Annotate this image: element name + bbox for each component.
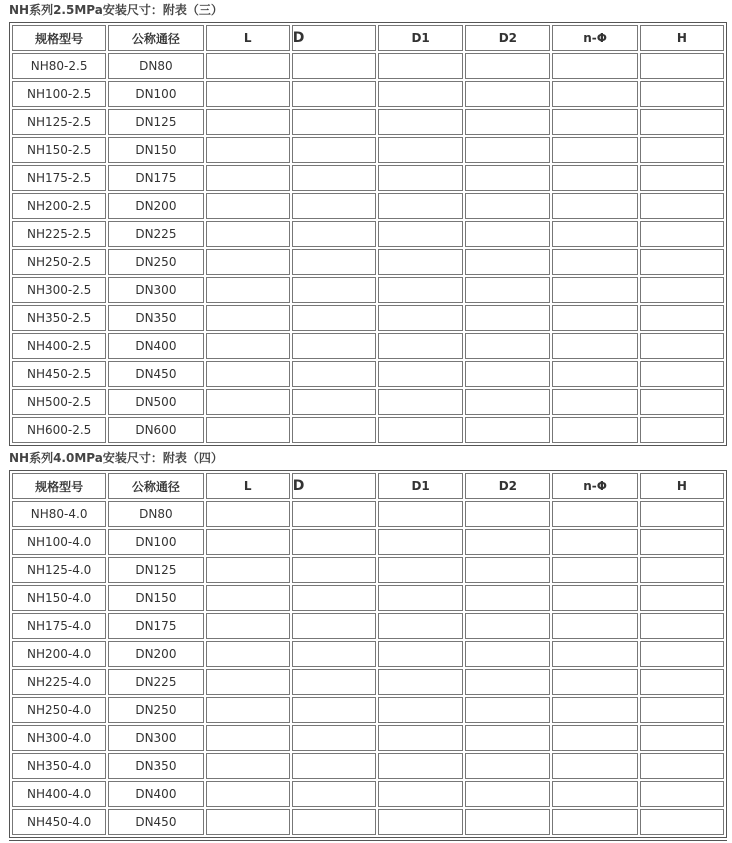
- cell-h: [640, 809, 724, 835]
- header-nominal-diameter: 公称通径: [108, 473, 203, 499]
- cell-n-phi: [552, 109, 637, 135]
- cell-d: [292, 389, 376, 415]
- cell-d2: [465, 669, 550, 695]
- cell-model: NH150-2.5: [12, 137, 106, 163]
- cell-d2: [465, 277, 550, 303]
- cell-d: [292, 417, 376, 443]
- cell-d1: [378, 193, 463, 219]
- table-row: [12, 193, 724, 219]
- cell-model: NH100-4.0: [12, 529, 106, 555]
- cell-d2: [465, 753, 550, 779]
- table-row: [12, 501, 724, 527]
- cell-model: NH225-4.0: [12, 669, 106, 695]
- cell-d1: [378, 53, 463, 79]
- cell-n-phi: [552, 781, 637, 807]
- cell-nominal-diameter: DN80: [108, 53, 203, 79]
- cell-d: [292, 109, 376, 135]
- cell-d1: [378, 277, 463, 303]
- cell-d2: [465, 333, 550, 359]
- cell-d: [292, 165, 376, 191]
- cell-l: [206, 417, 290, 443]
- header-nominal-diameter: 公称通径: [108, 25, 203, 51]
- cell-d2: [465, 501, 550, 527]
- table-row: [12, 137, 724, 163]
- cell-nominal-diameter: DN600: [108, 417, 203, 443]
- cell-h: [640, 557, 724, 583]
- cell-d2: [465, 725, 550, 751]
- cell-d2: [465, 137, 550, 163]
- cell-n-phi: [552, 221, 637, 247]
- cell-l: [206, 501, 290, 527]
- cell-d: [292, 305, 376, 331]
- header-n-phi: n-Φ: [552, 25, 637, 51]
- cell-nominal-diameter: DN175: [108, 613, 203, 639]
- cell-d1: [378, 641, 463, 667]
- cell-n-phi: [552, 529, 637, 555]
- cell-d1: [378, 753, 463, 779]
- cell-l: [206, 361, 290, 387]
- cell-nominal-diameter: DN350: [108, 753, 203, 779]
- cell-h: [640, 613, 724, 639]
- cell-nominal-diameter: DN250: [108, 697, 203, 723]
- cell-n-phi: [552, 753, 637, 779]
- cell-d2: [465, 585, 550, 611]
- cell-l: [206, 753, 290, 779]
- table-row: [12, 697, 724, 723]
- cell-l: [206, 725, 290, 751]
- cell-l: [206, 585, 290, 611]
- cell-d2: [465, 81, 550, 107]
- cell-n-phi: [552, 417, 637, 443]
- cell-d1: [378, 529, 463, 555]
- cell-model: NH80-2.5: [12, 53, 106, 79]
- cell-h: [640, 137, 724, 163]
- cell-n-phi: [552, 277, 637, 303]
- cell-l: [206, 669, 290, 695]
- cell-d2: [465, 529, 550, 555]
- cell-l: [206, 81, 290, 107]
- cell-d: [292, 781, 376, 807]
- cell-h: [640, 81, 724, 107]
- header-d1: D1: [378, 25, 463, 51]
- table-row: [12, 81, 724, 107]
- cell-d: [292, 529, 376, 555]
- cell-model: NH400-4.0: [12, 781, 106, 807]
- cell-d: [292, 361, 376, 387]
- cell-d1: [378, 809, 463, 835]
- cell-nominal-diameter: DN225: [108, 669, 203, 695]
- cell-model: NH450-2.5: [12, 361, 106, 387]
- cell-nominal-diameter: DN150: [108, 585, 203, 611]
- cell-model: NH600-2.5: [12, 417, 106, 443]
- table-row: [12, 109, 724, 135]
- cell-n-phi: [552, 697, 637, 723]
- cell-h: [640, 305, 724, 331]
- header-l: L: [206, 473, 290, 499]
- cell-d: [292, 753, 376, 779]
- table-row: [12, 277, 724, 303]
- cell-nominal-diameter: DN300: [108, 277, 203, 303]
- cell-d1: [378, 333, 463, 359]
- cell-model: NH500-2.5: [12, 389, 106, 415]
- cell-h: [640, 249, 724, 275]
- cell-d1: [378, 165, 463, 191]
- cell-n-phi: [552, 809, 637, 835]
- cell-nominal-diameter: DN350: [108, 305, 203, 331]
- cell-n-phi: [552, 641, 637, 667]
- section-title-table-4: NH系列4.0MPa安装尺寸：附表（四）: [9, 451, 223, 465]
- table-row: [12, 529, 724, 555]
- header-d: D: [292, 473, 376, 499]
- cell-n-phi: [552, 81, 637, 107]
- cell-model: NH200-2.5: [12, 193, 106, 219]
- cell-l: [206, 137, 290, 163]
- cell-l: [206, 305, 290, 331]
- cell-d1: [378, 697, 463, 723]
- cell-model: NH250-4.0: [12, 697, 106, 723]
- cell-d: [292, 249, 376, 275]
- cell-nominal-diameter: DN450: [108, 809, 203, 835]
- cell-n-phi: [552, 557, 637, 583]
- header-n-phi: n-Φ: [552, 473, 637, 499]
- table-row: [12, 641, 724, 667]
- cell-n-phi: [552, 165, 637, 191]
- table-header-row: [12, 25, 724, 51]
- cell-d1: [378, 669, 463, 695]
- cell-d2: [465, 641, 550, 667]
- cell-nominal-diameter: DN225: [108, 221, 203, 247]
- cell-nominal-diameter: DN250: [108, 249, 203, 275]
- table-row: [12, 753, 724, 779]
- cell-model: NH450-4.0: [12, 809, 106, 835]
- table-row: [12, 305, 724, 331]
- cell-d: [292, 669, 376, 695]
- cell-nominal-diameter: DN200: [108, 641, 203, 667]
- cell-nominal-diameter: DN400: [108, 333, 203, 359]
- cell-h: [640, 697, 724, 723]
- cell-h: [640, 165, 724, 191]
- cell-d: [292, 809, 376, 835]
- cell-nominal-diameter: DN125: [108, 557, 203, 583]
- cell-nominal-diameter: DN100: [108, 81, 203, 107]
- cell-d2: [465, 557, 550, 583]
- cell-h: [640, 361, 724, 387]
- cell-model: NH175-2.5: [12, 165, 106, 191]
- cell-n-phi: [552, 389, 637, 415]
- cell-d1: [378, 109, 463, 135]
- cell-d2: [465, 109, 550, 135]
- cell-d: [292, 697, 376, 723]
- cell-d1: [378, 557, 463, 583]
- cell-d1: [378, 585, 463, 611]
- table-row: [12, 53, 724, 79]
- cell-nominal-diameter: DN80: [108, 501, 203, 527]
- cell-d: [292, 585, 376, 611]
- cell-h: [640, 109, 724, 135]
- cell-model: NH100-2.5: [12, 81, 106, 107]
- cell-d1: [378, 137, 463, 163]
- cell-model: NH125-2.5: [12, 109, 106, 135]
- cell-model: NH250-2.5: [12, 249, 106, 275]
- cell-d: [292, 137, 376, 163]
- cell-h: [640, 53, 724, 79]
- cell-nominal-diameter: DN200: [108, 193, 203, 219]
- cell-d1: [378, 305, 463, 331]
- cell-nominal-diameter: DN300: [108, 725, 203, 751]
- table-row: [12, 585, 724, 611]
- cell-n-phi: [552, 193, 637, 219]
- table-row: [12, 333, 724, 359]
- cell-model: NH200-4.0: [12, 641, 106, 667]
- header-h: H: [640, 473, 724, 499]
- cell-n-phi: [552, 725, 637, 751]
- cell-d1: [378, 81, 463, 107]
- cell-h: [640, 753, 724, 779]
- cell-d1: [378, 613, 463, 639]
- cell-nominal-diameter: DN175: [108, 165, 203, 191]
- cell-d2: [465, 305, 550, 331]
- cell-d: [292, 53, 376, 79]
- spec-table-4-0mpa: [9, 470, 727, 838]
- cell-d2: [465, 193, 550, 219]
- cell-n-phi: [552, 669, 637, 695]
- cell-n-phi: [552, 53, 637, 79]
- cell-model: NH400-2.5: [12, 333, 106, 359]
- cell-nominal-diameter: DN500: [108, 389, 203, 415]
- cell-d1: [378, 389, 463, 415]
- cell-h: [640, 417, 724, 443]
- cell-d2: [465, 221, 550, 247]
- table-row: [12, 809, 724, 835]
- cell-nominal-diameter: DN125: [108, 109, 203, 135]
- cell-d2: [465, 809, 550, 835]
- cell-model: NH300-4.0: [12, 725, 106, 751]
- cell-h: [640, 781, 724, 807]
- cell-l: [206, 109, 290, 135]
- table-row: [12, 165, 724, 191]
- table-row: [12, 669, 724, 695]
- cell-l: [206, 277, 290, 303]
- cell-n-phi: [552, 585, 637, 611]
- cell-h: [640, 193, 724, 219]
- cell-d2: [465, 389, 550, 415]
- cell-h: [640, 221, 724, 247]
- cell-d: [292, 333, 376, 359]
- cell-d: [292, 725, 376, 751]
- cell-h: [640, 725, 724, 751]
- cell-d2: [465, 417, 550, 443]
- table-row: [12, 249, 724, 275]
- cell-l: [206, 641, 290, 667]
- cell-h: [640, 277, 724, 303]
- table-row: [12, 613, 724, 639]
- cell-h: [640, 333, 724, 359]
- cell-d2: [465, 249, 550, 275]
- cell-l: [206, 809, 290, 835]
- section-title-table-3: NH系列2.5MPa安装尺寸：附表（三）: [9, 3, 223, 17]
- header-d1: D1: [378, 473, 463, 499]
- cell-d1: [378, 221, 463, 247]
- header-l: L: [206, 25, 290, 51]
- cell-d2: [465, 165, 550, 191]
- cell-n-phi: [552, 305, 637, 331]
- bottom-divider: [9, 840, 727, 841]
- cell-l: [206, 781, 290, 807]
- cell-l: [206, 53, 290, 79]
- header-h: H: [640, 25, 724, 51]
- cell-l: [206, 557, 290, 583]
- cell-d2: [465, 361, 550, 387]
- cell-d: [292, 557, 376, 583]
- cell-d1: [378, 781, 463, 807]
- cell-h: [640, 585, 724, 611]
- table-header-row: [12, 473, 724, 499]
- cell-model: NH80-4.0: [12, 501, 106, 527]
- cell-d1: [378, 417, 463, 443]
- table-row: [12, 725, 724, 751]
- cell-n-phi: [552, 613, 637, 639]
- cell-model: NH225-2.5: [12, 221, 106, 247]
- header-d2: D2: [465, 25, 550, 51]
- cell-h: [640, 501, 724, 527]
- cell-d2: [465, 781, 550, 807]
- cell-model: NH150-4.0: [12, 585, 106, 611]
- table-row: [12, 781, 724, 807]
- cell-nominal-diameter: DN400: [108, 781, 203, 807]
- header-model: 规格型号: [12, 473, 106, 499]
- cell-l: [206, 697, 290, 723]
- table-row: [12, 221, 724, 247]
- table-row: [12, 557, 724, 583]
- cell-l: [206, 613, 290, 639]
- cell-model: NH350-4.0: [12, 753, 106, 779]
- cell-l: [206, 249, 290, 275]
- cell-d: [292, 193, 376, 219]
- cell-n-phi: [552, 333, 637, 359]
- cell-d1: [378, 725, 463, 751]
- table-row: [12, 389, 724, 415]
- cell-model: NH350-2.5: [12, 305, 106, 331]
- cell-n-phi: [552, 249, 637, 275]
- cell-n-phi: [552, 137, 637, 163]
- cell-nominal-diameter: DN450: [108, 361, 203, 387]
- cell-d1: [378, 361, 463, 387]
- cell-n-phi: [552, 501, 637, 527]
- cell-d: [292, 641, 376, 667]
- cell-h: [640, 389, 724, 415]
- cell-l: [206, 165, 290, 191]
- cell-model: NH300-2.5: [12, 277, 106, 303]
- header-d: D: [292, 25, 376, 51]
- cell-nominal-diameter: DN100: [108, 529, 203, 555]
- cell-n-phi: [552, 361, 637, 387]
- cell-d1: [378, 501, 463, 527]
- cell-d: [292, 277, 376, 303]
- cell-d1: [378, 249, 463, 275]
- cell-h: [640, 529, 724, 555]
- header-d2: D2: [465, 473, 550, 499]
- cell-l: [206, 221, 290, 247]
- cell-h: [640, 641, 724, 667]
- cell-h: [640, 669, 724, 695]
- cell-l: [206, 389, 290, 415]
- cell-d2: [465, 613, 550, 639]
- cell-l: [206, 193, 290, 219]
- cell-d: [292, 81, 376, 107]
- cell-d2: [465, 697, 550, 723]
- cell-nominal-diameter: DN150: [108, 137, 203, 163]
- cell-d: [292, 221, 376, 247]
- cell-model: NH125-4.0: [12, 557, 106, 583]
- cell-l: [206, 333, 290, 359]
- table-row: [12, 417, 724, 443]
- cell-l: [206, 529, 290, 555]
- cell-d: [292, 613, 376, 639]
- cell-d2: [465, 53, 550, 79]
- spec-table-2-5mpa: [9, 22, 727, 446]
- cell-model: NH175-4.0: [12, 613, 106, 639]
- table-row: [12, 361, 724, 387]
- cell-d: [292, 501, 376, 527]
- header-model: 规格型号: [12, 25, 106, 51]
